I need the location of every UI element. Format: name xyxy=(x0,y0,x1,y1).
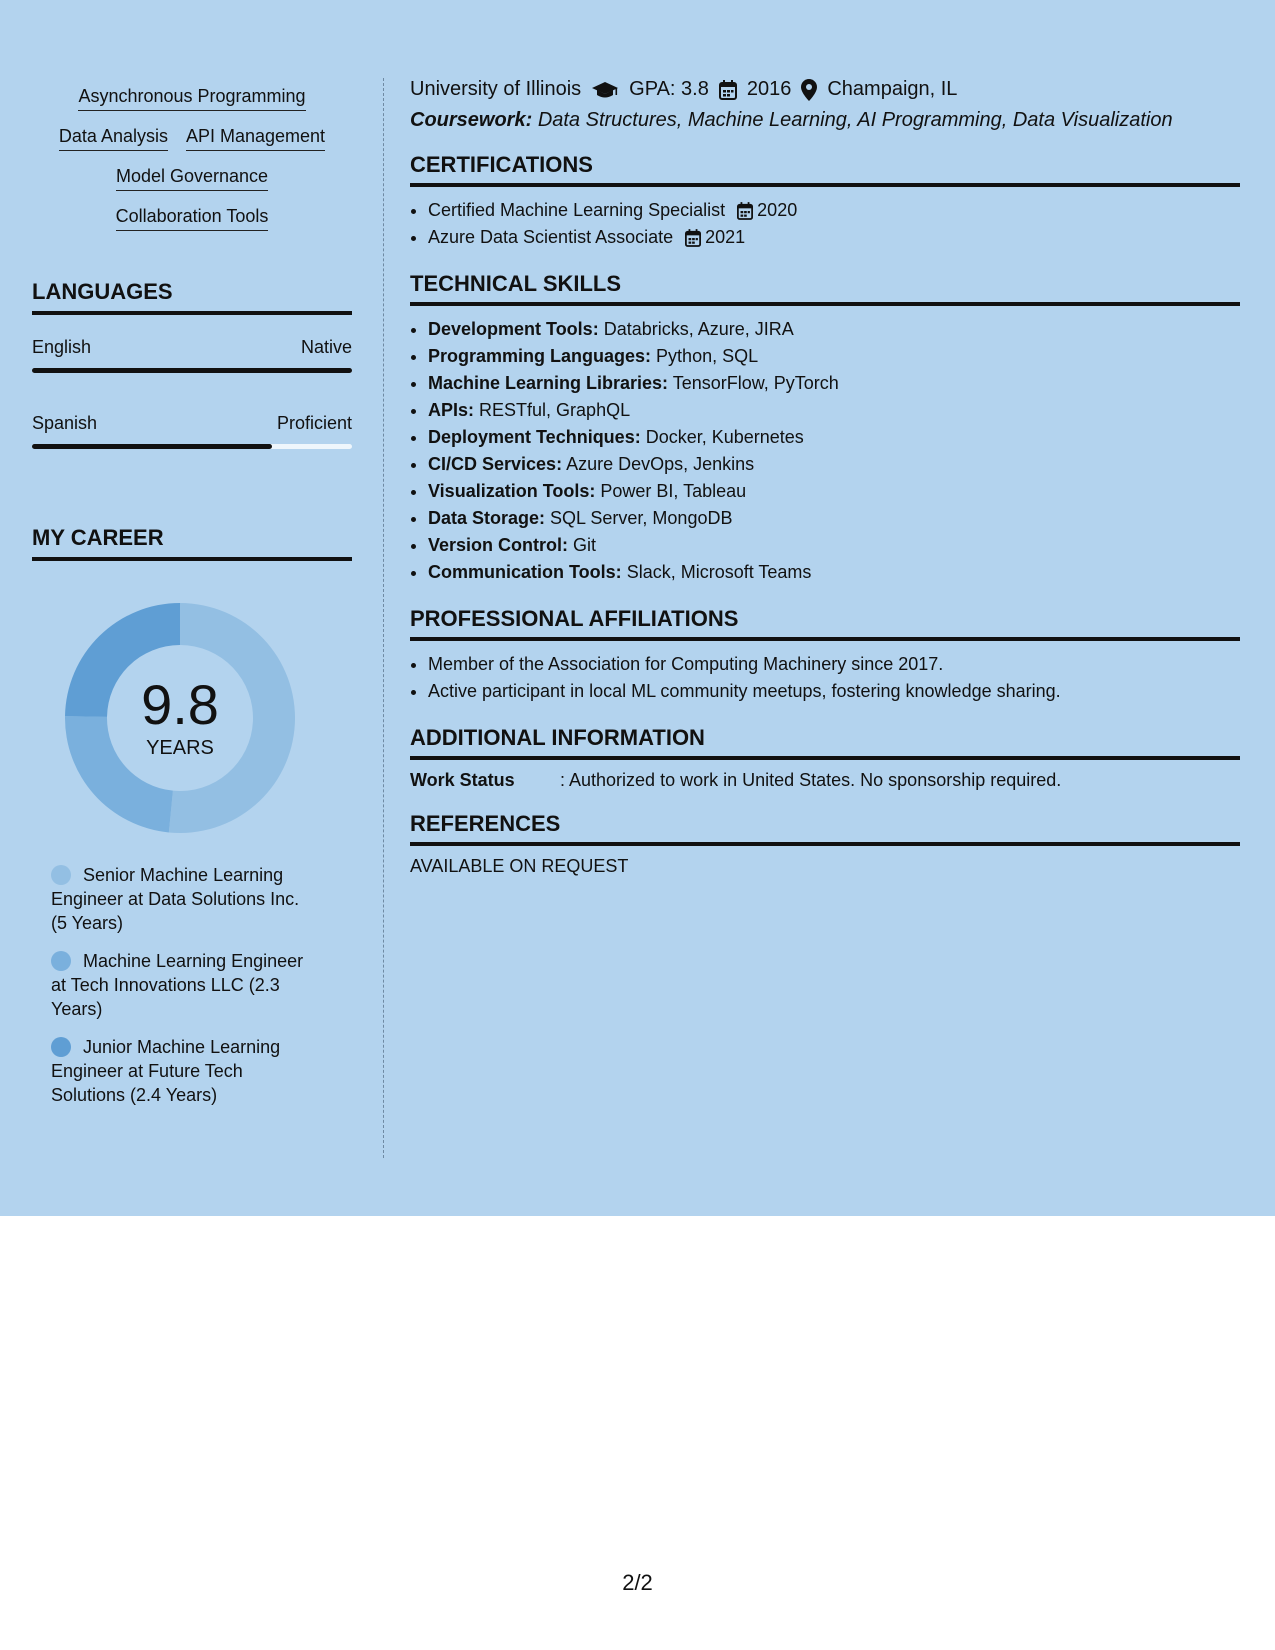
language-row xyxy=(32,337,352,358)
certification-name: • Azure Data Scientist Associate xyxy=(428,227,674,247)
references-heading: REFERENCES xyxy=(410,811,1240,846)
skill-item xyxy=(428,505,1240,532)
left-column xyxy=(32,78,352,1121)
graduation-cap-icon xyxy=(591,80,619,100)
career-legend-item xyxy=(51,863,313,935)
legend-dot xyxy=(51,865,71,885)
languages-heading: LANGUAGES xyxy=(32,279,352,315)
affiliation-item: • Active participant in local ML community meetups, fostering knowledge sharing. xyxy=(428,678,1240,705)
career-legend-item xyxy=(51,1035,313,1107)
skill-item xyxy=(428,343,1240,370)
affiliations-heading: PROFESSIONAL AFFILIATIONS xyxy=(410,606,1240,641)
skill-tag: Data Analysis xyxy=(59,126,168,151)
skill-tags xyxy=(32,78,352,231)
work-status-label: Work Status xyxy=(410,770,515,790)
legend-dot xyxy=(51,1037,71,1057)
languages-list xyxy=(32,337,352,449)
technical-skills-heading: TECHNICAL SKILLS xyxy=(410,271,1240,306)
skill-value: Azure DevOps, Jenkins xyxy=(566,454,755,474)
skill-value: Databricks, Azure, JIRA xyxy=(603,319,794,339)
skill-value: Docker, Kubernetes xyxy=(645,427,804,447)
language-bar-fill xyxy=(32,368,352,373)
skill-item xyxy=(428,397,1240,424)
column-divider xyxy=(383,78,384,1158)
coursework-label: Coursework: xyxy=(410,109,533,131)
affiliations-list xyxy=(410,651,1240,705)
skill-tag: Collaboration Tools xyxy=(116,206,269,231)
legend-dot xyxy=(51,951,71,971)
skill-value: RESTful, GraphQL xyxy=(479,400,631,420)
career-donut-chart xyxy=(65,603,295,833)
career-item-text: Senior Machine Learning Engineer at Data Solutions Inc. (5 Years) xyxy=(51,865,300,933)
certification-item xyxy=(428,197,1240,224)
calendar-icon xyxy=(719,80,737,100)
certifications-list xyxy=(410,197,1240,251)
work-status-row xyxy=(410,770,1240,791)
language-name: Spanish xyxy=(32,413,98,433)
language-level: Proficient xyxy=(276,413,352,433)
skill-tag: API Management xyxy=(186,126,325,151)
career-legend-item xyxy=(51,949,313,1021)
graduation-year: 2016 xyxy=(746,78,792,100)
skill-value: Power BI, Tableau xyxy=(600,481,747,501)
references-text: AVAILABLE ON REQUEST xyxy=(410,856,629,876)
skill-label: Communication Tools: xyxy=(428,562,622,582)
work-status-value: : Authorized to work in United States. No sponsorship required. xyxy=(560,770,1062,790)
certification-item xyxy=(428,224,1240,251)
language-bar-fill xyxy=(32,444,272,449)
language-bar xyxy=(32,368,352,373)
skill-label: Data Storage: xyxy=(428,508,546,528)
skill-value: TensorFlow, PyTorch xyxy=(672,373,839,393)
skill-item xyxy=(428,451,1240,478)
technical-skills-list xyxy=(410,316,1240,586)
skill-value: SQL Server, MongoDB xyxy=(550,508,733,528)
certifications-heading: CERTIFICATIONS xyxy=(410,152,1240,187)
skill-tag: Asynchronous Programming xyxy=(78,86,305,111)
career-years-value: 9.8 xyxy=(141,672,219,736)
coursework xyxy=(410,109,1240,132)
language-row xyxy=(32,413,352,434)
skill-value: Slack, Microsoft Teams xyxy=(626,562,812,582)
skill-item xyxy=(428,370,1240,397)
certification-year: 2020 xyxy=(757,200,798,220)
language-name: English xyxy=(32,337,92,357)
coursework-list: Data Structures, Machine Learning, AI Programming, Data Visualization xyxy=(537,109,1173,131)
career-heading: MY CAREER xyxy=(32,525,352,561)
certification-year: 2021 xyxy=(705,227,746,247)
page-number: 2/2 xyxy=(622,1570,653,1595)
skill-label: CI/CD Services: xyxy=(428,454,563,474)
career-years-unit: YEARS xyxy=(146,736,214,759)
affiliation-item: • Member of the Association for Computing Machinery since 2017. xyxy=(428,651,1240,678)
additional-information-heading: ADDITIONAL INFORMATION xyxy=(410,725,1240,760)
skill-tag: Model Governance xyxy=(116,166,268,191)
skill-label: Development Tools: xyxy=(428,319,599,339)
school-name: University of Illinois xyxy=(410,78,582,100)
skill-item xyxy=(428,424,1240,451)
calendar-icon xyxy=(737,202,753,220)
skill-value: Python, SQL xyxy=(656,346,759,366)
skill-label: Machine Learning Libraries: xyxy=(428,373,669,393)
career-total xyxy=(65,603,295,833)
location-pin-icon xyxy=(801,79,817,101)
skill-item xyxy=(428,478,1240,505)
skill-label: Deployment Techniques: xyxy=(428,427,641,447)
calendar-icon xyxy=(685,229,701,247)
skill-label: APIs: xyxy=(428,400,475,420)
career-legend xyxy=(51,863,313,1107)
education-line xyxy=(410,78,1240,101)
certification-name: • Certified Machine Learning Specialist xyxy=(428,200,726,220)
right-column xyxy=(410,78,1240,877)
career-item-text: Junior Machine Learning Engineer at Future Tech Solutions (2.4 Years) xyxy=(51,1037,281,1105)
language-bar xyxy=(32,444,352,449)
skill-label: Programming Languages: xyxy=(428,346,652,366)
school-location: Champaign, IL xyxy=(827,78,958,100)
gpa: GPA: 3.8 xyxy=(629,78,709,100)
skill-item xyxy=(428,316,1240,343)
skill-label: Visualization Tools: xyxy=(428,481,596,501)
skill-item xyxy=(428,532,1240,559)
language-level: Native xyxy=(300,337,352,357)
skill-item xyxy=(428,559,1240,586)
skill-label: Version Control: xyxy=(428,535,569,555)
career-item-text: Machine Learning Engineer at Tech Innovations LLC (2.3 Years) xyxy=(51,951,304,1019)
skill-value: Git xyxy=(573,535,597,555)
